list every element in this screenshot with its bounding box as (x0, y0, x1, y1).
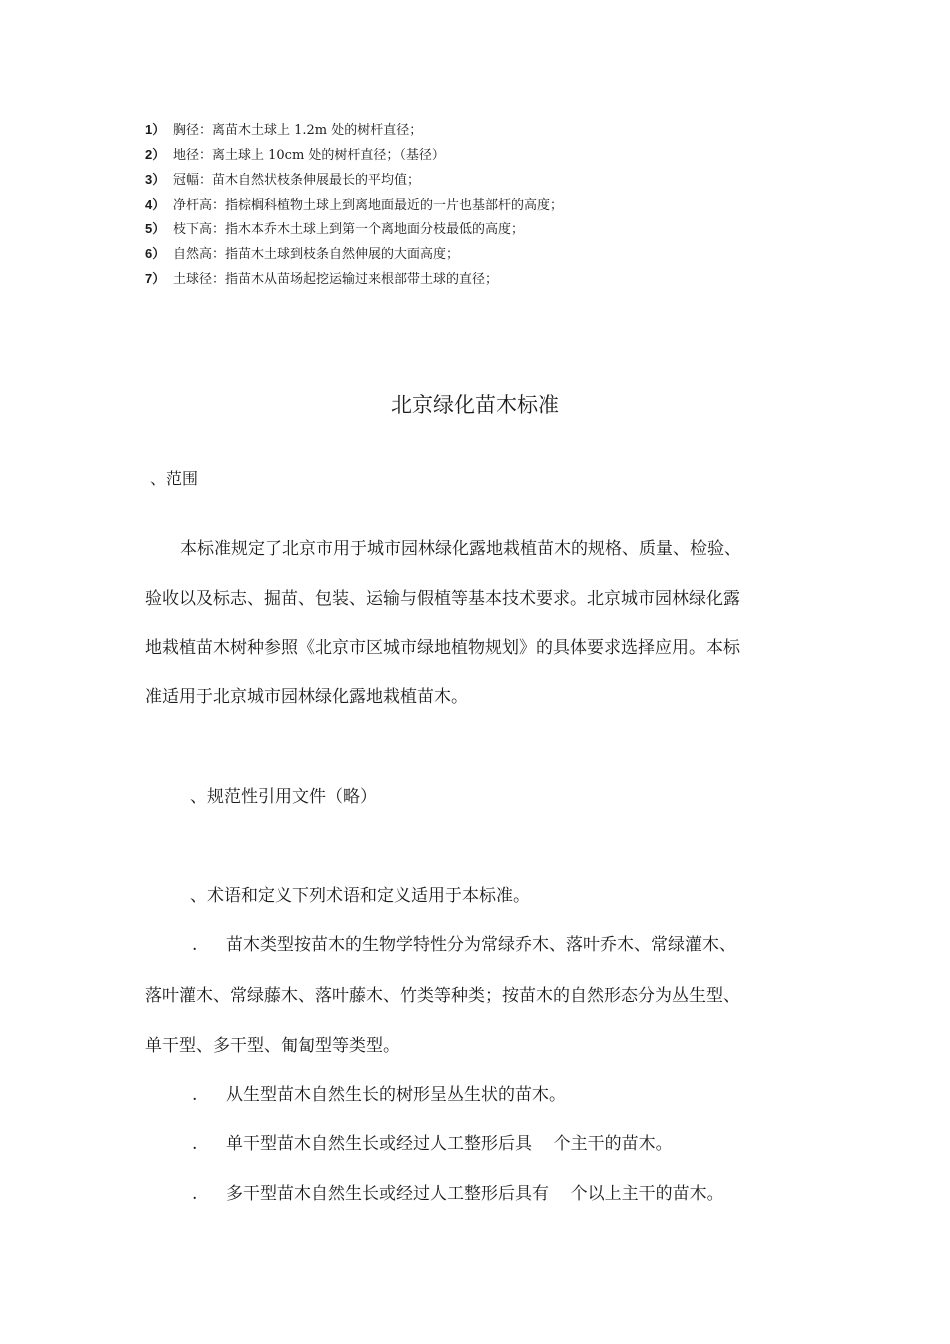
definition-item (145, 170, 420, 190)
definition-item (145, 219, 524, 239)
term-multi-trunk: 多干型苗木自然生长或经过人工整形后具有 个以上主干的苗木。 (226, 1184, 724, 1204)
term-bullet: . (192, 1184, 198, 1204)
definition-text: 土球径：指苗木从苗场起挖运输过来根部带土球的直径； (173, 272, 499, 287)
term-bullet: . (192, 1085, 198, 1105)
definition-item (145, 244, 459, 264)
term-cluster: 从生型苗木自然生长的树形呈丛生状的苗木。 (226, 1085, 566, 1105)
term-bullet: . (192, 1134, 198, 1154)
section-heading-terms: 、术语和定义下列术语和定义适用于本标准。 (190, 886, 530, 906)
definition-text: 地径：离土球上 10cm 处的树杆直径；（基径） (173, 148, 445, 163)
definition-text: 净杆高：指棕榈科植物土球上到离地面最近的一片也基部杆的高度； (173, 198, 564, 213)
term-bullet: . (192, 935, 198, 955)
definition-item (145, 145, 445, 165)
definition-number: 6） (145, 246, 166, 261)
definition-item (145, 195, 563, 215)
paragraph-line: 验收以及标志、掘苗、包装、运输与假植等基本技术要求。北京城市园林绿化露 (145, 589, 740, 609)
definition-text: 冠幅：苗木自然状枝条伸展最长的平均值； (173, 173, 421, 188)
definition-number: 3） (145, 172, 166, 187)
paragraph-line: 准适用于北京城市园林绿化露地栽植苗木。 (145, 687, 468, 707)
definition-number: 2） (145, 147, 166, 162)
paragraph-line: 地栽植苗木树种参照《北京市区城市绿地植物规划》的具体要求选择应用。本标 (145, 638, 740, 658)
paragraph-line: 单干型、多干型、匍匐型等类型。 (145, 1036, 400, 1056)
definition-number: 5） (145, 221, 166, 236)
section-heading-scope: 、范围 (150, 469, 199, 488)
term-single-trunk: 单干型苗木自然生长或经过人工整形后具 个主干的苗木。 (226, 1134, 673, 1154)
paragraph-line: 落叶灌木、常绿藤木、落叶藤木、竹类等种类；按苗木的自然形态分为丛生型、 (145, 986, 740, 1006)
definition-text: 胸径：离苗木土球上 1.2m 处的树杆直径； (173, 123, 423, 138)
definition-item (145, 120, 422, 140)
paragraph-line: 本标准规定了北京市用于城市园林绿化露地栽植苗木的规格、质量、检验、 (180, 539, 741, 559)
definition-item (145, 269, 498, 289)
definition-number: 4） (145, 197, 166, 212)
definition-number: 1） (145, 122, 166, 137)
definition-text: 枝下高：指木本乔木土球上到第一个离地面分枝最低的高度； (173, 222, 525, 237)
definition-number: 7） (145, 271, 166, 286)
paragraph-line: 苗木类型按苗木的生物学特性分为常绿乔木、落叶乔木、常绿灌木、 (226, 935, 736, 955)
document-title: 北京绿化苗木标准 (391, 393, 559, 417)
section-heading-references: 、规范性引用文件（略） (190, 787, 377, 807)
definition-text: 自然高：指苗木土球到枝条自然伸展的大面高度； (173, 247, 460, 262)
